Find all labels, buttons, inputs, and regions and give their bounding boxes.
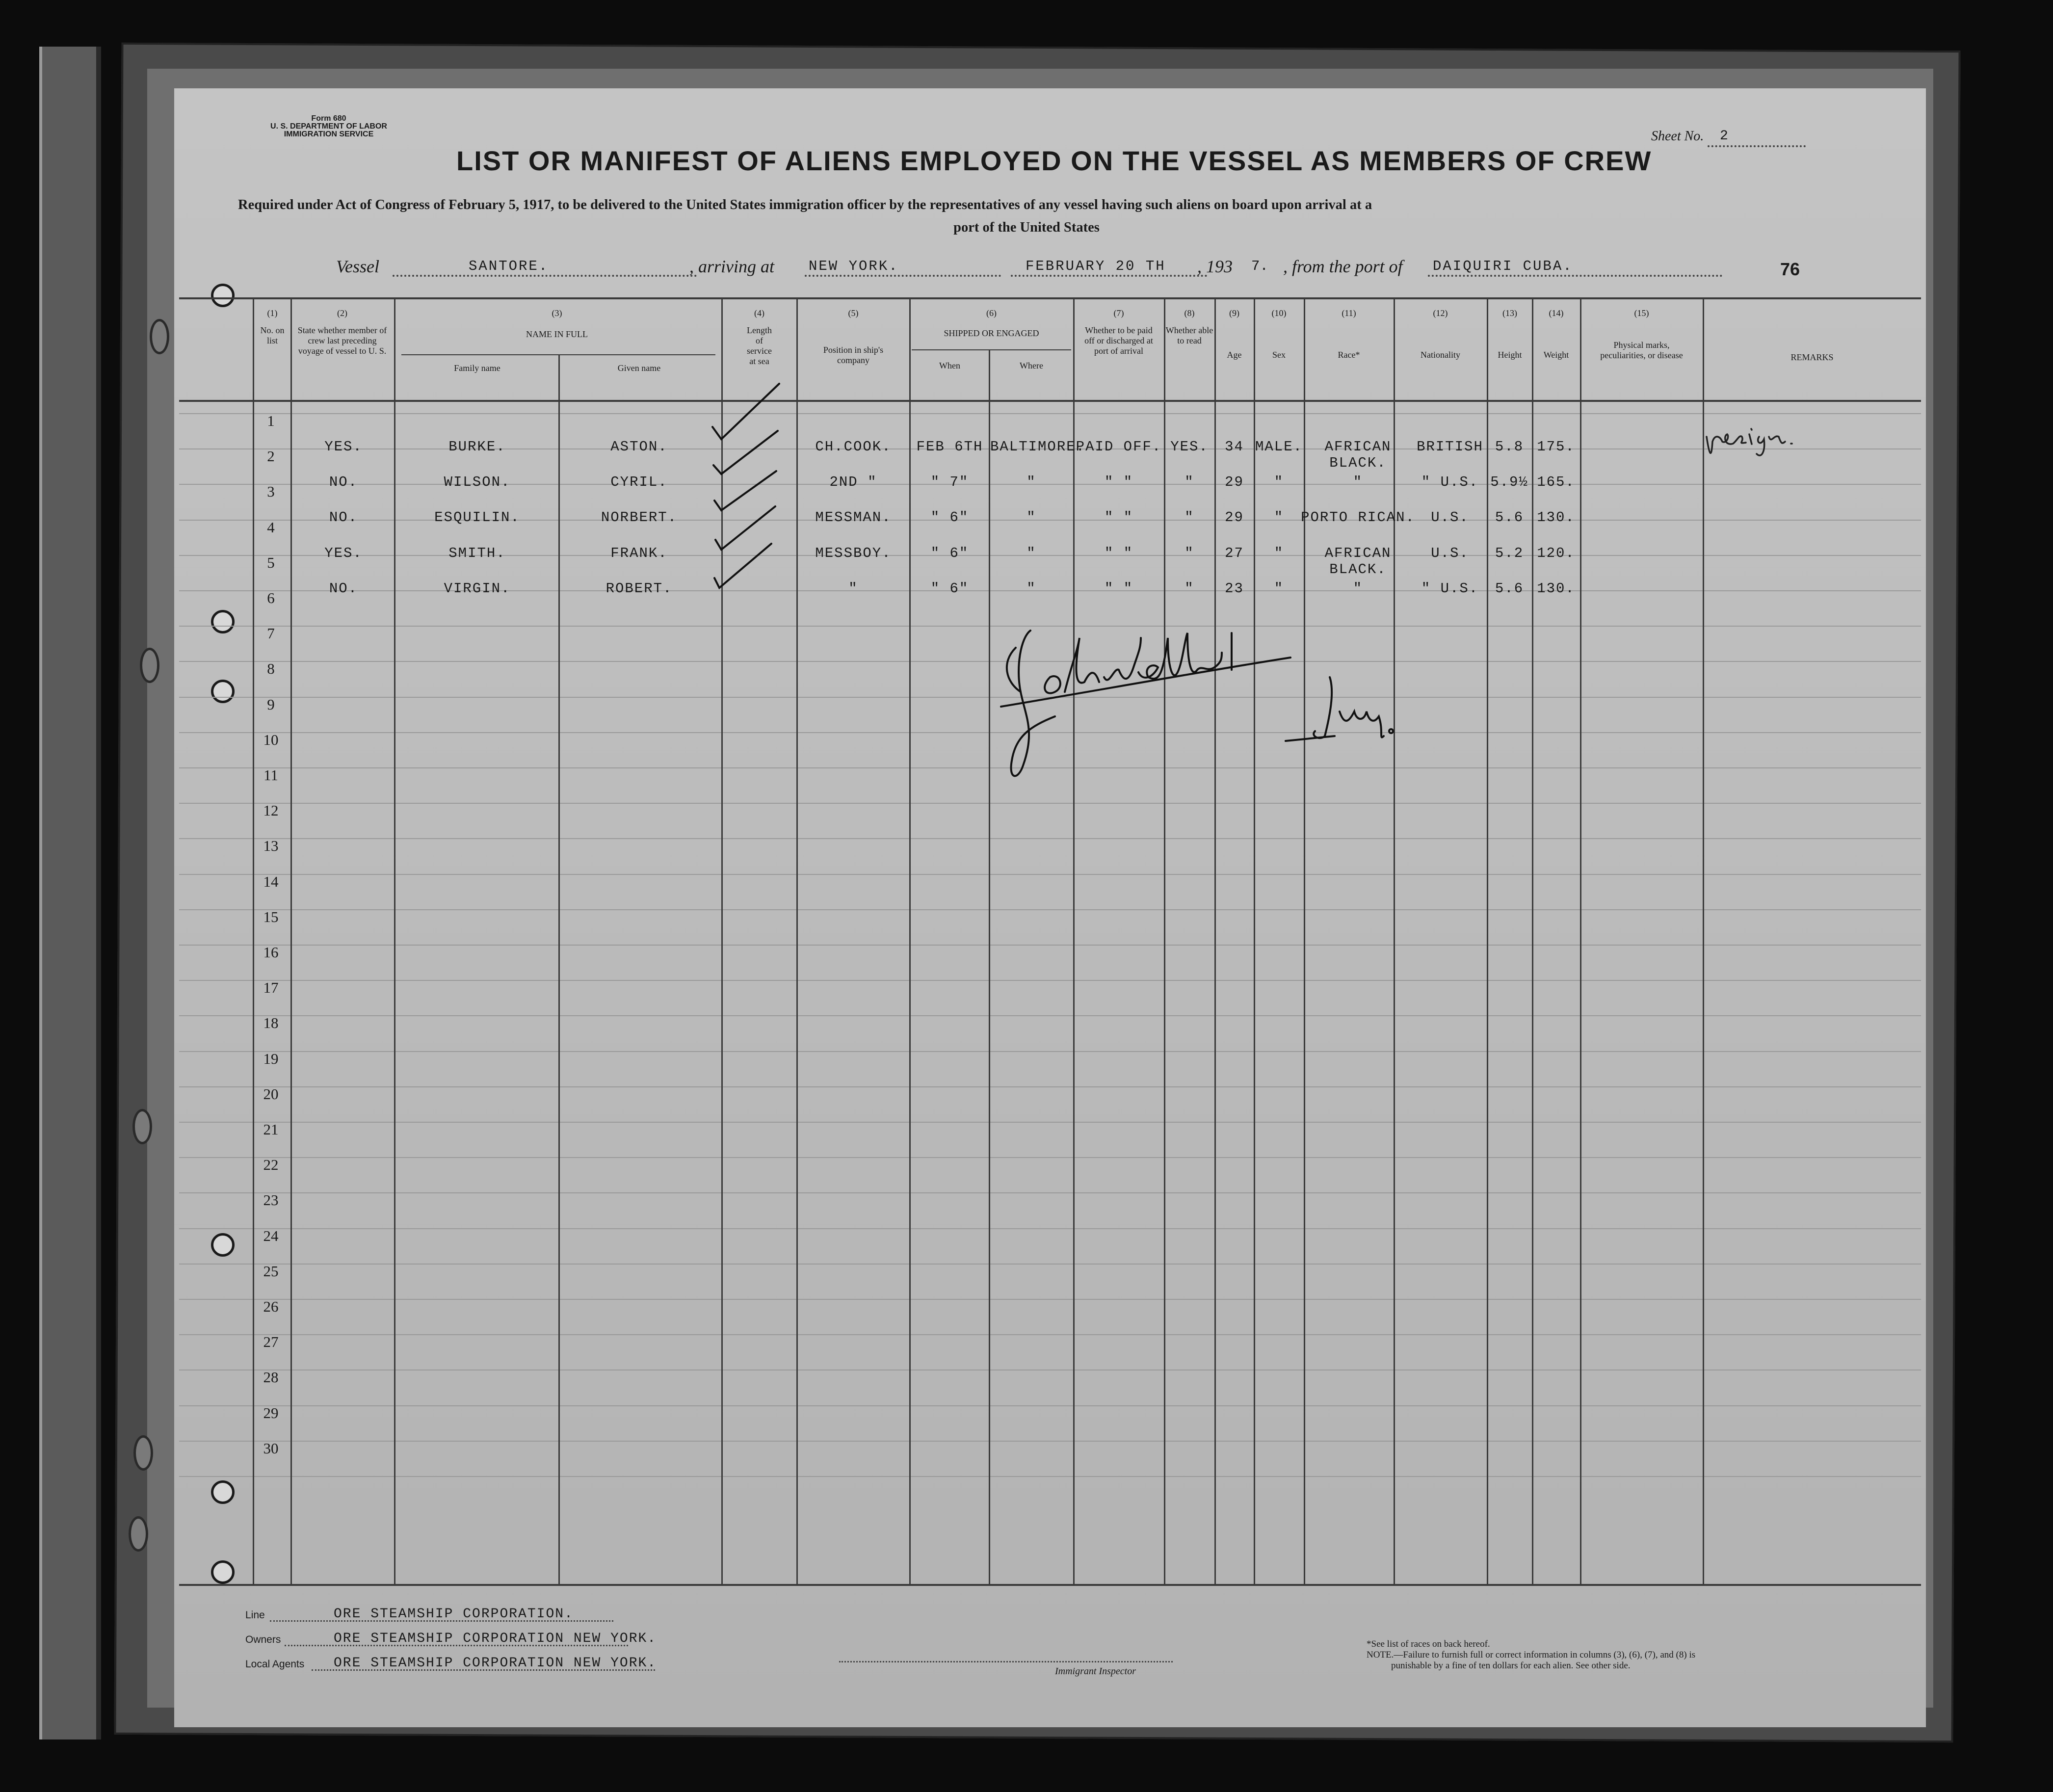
row-number: 17 — [263, 979, 279, 997]
row-number: 25 — [263, 1262, 279, 1280]
crew-sex: " — [1274, 509, 1284, 526]
year-prefix: , 193 — [1197, 257, 1233, 276]
col-number-5: (5) — [848, 308, 859, 318]
subtitle-line-2: port of the United States — [953, 220, 1100, 235]
crew-weight: 130. — [1537, 580, 1575, 597]
row-number: 8 — [267, 660, 275, 678]
row-rule — [179, 1228, 1921, 1229]
crew-paid-off: PAID OFF. — [1076, 439, 1162, 455]
row-number: 14 — [263, 872, 279, 890]
remarks-handwriting — [1703, 422, 1820, 461]
col-label-1: No. on list — [260, 325, 285, 345]
row-number: 10 — [263, 731, 279, 748]
checkmark-icon — [715, 506, 775, 550]
col-divider — [989, 349, 990, 1584]
crew-height: 5.6 — [1495, 580, 1524, 597]
crew-race: AFRICAN BLACK. — [1324, 545, 1392, 578]
col-label-7: Whether to be paid off or discharged at port of arrival — [1084, 325, 1153, 356]
row-rule — [179, 838, 1921, 839]
col-label-5: Position in ship's company — [823, 345, 884, 365]
col-divider — [796, 298, 798, 1584]
footnote-penalty-2: punishable by a fine of ten dollars for each alien. See other side. — [1391, 1660, 1631, 1671]
crew-nationality: U.S. — [1431, 509, 1469, 526]
table-top-border — [179, 297, 1921, 299]
punch-hole-icon — [211, 680, 235, 703]
col-number-15: (15) — [1634, 308, 1649, 318]
owners-value: ORE STEAMSHIP CORPORATION NEW YORK. — [334, 1631, 657, 1646]
crew-sex: " — [1274, 545, 1284, 561]
crew-shipped-when: " 6" — [930, 509, 969, 526]
punch-hole-icon — [211, 1233, 235, 1257]
col-divider — [1214, 298, 1216, 1584]
col-label-14: Weight — [1543, 350, 1569, 360]
row-rule — [179, 803, 1921, 804]
punch-hole-icon — [211, 284, 235, 307]
row-number: 2 — [267, 448, 275, 465]
crew-shipped-where: " — [1026, 580, 1036, 597]
checkmark-icon — [714, 544, 771, 588]
col-header-nationality — [1395, 308, 1486, 360]
crew-family-name: VIRGIN. — [444, 580, 511, 597]
binder-ring-icon — [150, 319, 169, 354]
row-number: 20 — [263, 1085, 279, 1103]
row-rule — [179, 1157, 1921, 1158]
col-number-10: (10) — [1271, 308, 1287, 318]
col-header-where: Where — [1020, 361, 1043, 370]
binder-ring-icon — [129, 1516, 148, 1552]
row-rule — [179, 909, 1921, 910]
row-rule — [179, 1476, 1921, 1477]
binder-ring-icon — [132, 1109, 152, 1144]
row-number: 30 — [263, 1439, 279, 1457]
row-rule — [179, 1192, 1921, 1193]
owners-label: Owners — [245, 1634, 281, 1645]
crew-paid-off: " " — [1104, 545, 1133, 561]
col-divider — [1304, 298, 1305, 1584]
crew-sex: MALE. — [1255, 439, 1303, 455]
row-number: 9 — [267, 695, 275, 713]
col-divider — [394, 298, 395, 1584]
col-header-family-name: Family name — [454, 363, 500, 373]
crew-age: 29 — [1225, 509, 1244, 526]
crew-shipped-when: " 6" — [930, 545, 969, 561]
page-stamp: 76 — [1780, 259, 1800, 279]
binder-ring-icon — [133, 1435, 153, 1471]
col-divider — [1580, 298, 1581, 1584]
shipped-subheader-rule — [912, 349, 1071, 350]
row-rule — [179, 1264, 1921, 1265]
crew-shipped-where: " — [1026, 509, 1036, 526]
col-header-previous-voyage — [297, 308, 388, 356]
crew-previous-voyage: NO. — [329, 509, 358, 526]
department-name: U. S. DEPARTMENT OF LABOR — [270, 122, 387, 131]
row-number: 29 — [263, 1404, 279, 1422]
row-rule — [179, 874, 1921, 875]
col-header-remarks: REMARKS — [1790, 352, 1834, 362]
form-info — [270, 115, 388, 138]
from-port: DAIQUIRI CUBA. — [1433, 258, 1573, 274]
col-number-2: (2) — [337, 308, 347, 318]
col-header-weight — [1533, 308, 1579, 360]
crew-paid-off: " " — [1104, 509, 1133, 526]
crew-position: 2ND " — [829, 474, 877, 491]
col-header-position — [799, 308, 908, 366]
punch-hole-icon — [211, 1480, 235, 1504]
crew-height: 5.8 — [1495, 439, 1524, 455]
crew-paid-off: " " — [1104, 474, 1133, 491]
crew-race: AFRICAN BLACK. — [1324, 439, 1392, 471]
punch-hole-icon — [211, 1560, 235, 1584]
row-number: 5 — [267, 553, 275, 571]
row-rule — [179, 1015, 1921, 1016]
binder-edge — [39, 47, 101, 1739]
arrival-port: NEW YORK. — [809, 258, 899, 274]
row-number: 21 — [263, 1121, 279, 1138]
inspector-signature — [991, 618, 1433, 790]
row-number: 27 — [263, 1333, 279, 1351]
row-number: 22 — [263, 1156, 279, 1174]
col-number-11: (11) — [1342, 308, 1356, 318]
crew-previous-voyage: NO. — [329, 474, 358, 491]
col-header-race — [1305, 308, 1393, 360]
row-rule — [179, 1086, 1921, 1087]
col-label-12: Nationality — [1421, 350, 1460, 360]
col-header-sex — [1255, 308, 1303, 360]
row-number: 24 — [263, 1227, 279, 1244]
col-number-6: (6) — [986, 308, 997, 318]
col-divider — [1487, 298, 1488, 1584]
inspector-signature-line — [839, 1661, 1173, 1662]
row-rule — [179, 980, 1921, 981]
arrival-port-line — [805, 275, 1001, 277]
row-number: 3 — [267, 483, 275, 501]
inspector-label: Immigrant Inspector — [1055, 1666, 1136, 1677]
sheet-number-line — [1708, 145, 1806, 147]
crew-shipped-when: " 7" — [930, 474, 969, 491]
crew-nationality: " U.S. — [1421, 580, 1479, 597]
col-divider — [1703, 298, 1704, 1584]
crew-previous-voyage: YES. — [324, 439, 363, 455]
row-number: 6 — [267, 589, 275, 606]
crew-family-name: WILSON. — [444, 474, 511, 491]
col-number-4: (4) — [754, 308, 764, 318]
crew-shipped-when: " 6" — [930, 580, 969, 597]
crew-able-to-read: " — [1184, 545, 1194, 561]
col-number-13: (13) — [1502, 308, 1517, 318]
from-port-line — [1428, 275, 1722, 277]
row-number: 7 — [267, 625, 275, 642]
punch-hole-icon — [211, 610, 235, 633]
crew-height: 5.6 — [1495, 509, 1524, 526]
arrival-date-line — [1011, 275, 1207, 277]
col-label-13: Height — [1498, 350, 1522, 360]
crew-sex: " — [1274, 474, 1284, 491]
col-header-name — [397, 308, 716, 340]
col-divider — [1394, 298, 1395, 1584]
row-rule — [179, 413, 1921, 414]
footnote-penalty-1: NOTE.—Failure to furnish full or correct information in columns (3), (6), (7), and (8) is — [1367, 1650, 1696, 1660]
crew-able-to-read: " — [1184, 580, 1194, 597]
col-header-when: When — [939, 361, 960, 370]
crew-position: " — [848, 580, 858, 597]
crew-given-name: ASTON. — [610, 439, 668, 455]
crew-race: PORTO RICAN. — [1301, 509, 1415, 526]
row-number: 15 — [263, 908, 279, 925]
row-number: 16 — [263, 944, 279, 961]
vessel-line — [393, 275, 697, 277]
col-header-shipped — [912, 308, 1071, 339]
crew-weight: 175. — [1537, 439, 1575, 455]
arriving-label: , arriving at — [689, 257, 775, 276]
service-name: IMMIGRATION SERVICE — [284, 130, 374, 138]
crew-age: 29 — [1225, 474, 1244, 491]
row-rule — [179, 1441, 1921, 1442]
col-header-paid-off — [1075, 308, 1163, 356]
row-rule — [179, 1122, 1921, 1123]
page-title: LIST OR MANIFEST OF ALIENS EMPLOYED ON THE VESSEL AS MEMBERS OF CREW — [456, 145, 1652, 176]
col-divider — [1532, 298, 1533, 1584]
crew-paid-off: " " — [1104, 580, 1133, 597]
row-number: 4 — [267, 518, 275, 536]
col-label-9: Age — [1227, 350, 1242, 360]
col-header-given-name: Given name — [617, 363, 661, 373]
row-number: 11 — [263, 766, 278, 784]
crew-able-to-read: " — [1184, 509, 1194, 526]
crew-weight: 165. — [1537, 474, 1575, 491]
crew-position: MESSBOY. — [815, 545, 892, 561]
row-number: 13 — [263, 837, 279, 855]
crew-given-name: NORBERT. — [601, 509, 678, 526]
col-header-number — [255, 308, 290, 346]
crew-nationality: U.S. — [1431, 545, 1469, 561]
col-divider — [290, 298, 292, 1584]
line-value: ORE STEAMSHIP CORPORATION. — [334, 1607, 574, 1622]
col-divider — [1164, 298, 1165, 1584]
crew-able-to-read: YES. — [1170, 439, 1209, 455]
col-header-service-length — [724, 308, 795, 367]
col-number-12: (12) — [1433, 308, 1448, 318]
row-number: 23 — [263, 1191, 279, 1209]
crew-age: 34 — [1225, 439, 1244, 455]
col-header-read — [1165, 308, 1213, 346]
table-bottom-border — [179, 1584, 1921, 1586]
crew-weight: 120. — [1537, 545, 1575, 561]
crew-given-name: ROBERT. — [605, 580, 673, 597]
col-number-9: (9) — [1229, 308, 1239, 318]
col-divider — [1073, 298, 1075, 1584]
checkmark-icon — [712, 384, 779, 439]
crew-shipped-when: FEB 6TH — [916, 439, 983, 455]
col-header-age — [1216, 308, 1253, 360]
form-number: Form 680 — [311, 114, 346, 123]
line-label: Line — [245, 1609, 265, 1621]
crew-height: 5.9½ — [1490, 474, 1528, 491]
sheet-label: Sheet No. — [1651, 129, 1704, 144]
subtitle-line-1: Required under Act of Congress of February 5, 1917, to be delivered to the United States immigration officer by the representatives of any vessel having such aliens on board upon arrival at a — [238, 197, 1372, 212]
crew-previous-voyage: NO. — [329, 580, 358, 597]
arrival-date: FEBRUARY 20 TH — [1026, 258, 1166, 274]
col-divider — [253, 298, 254, 1584]
col-label-4: Length of service at sea — [747, 325, 772, 366]
agents-label: Local Agents — [245, 1659, 305, 1670]
crew-height: 5.2 — [1495, 545, 1524, 561]
agents-value: ORE STEAMSHIP CORPORATION NEW YORK. — [334, 1656, 657, 1671]
row-number: 19 — [263, 1050, 279, 1067]
vessel-label: Vessel — [336, 257, 379, 276]
crew-position: MESSMAN. — [815, 509, 892, 526]
col-label-3: NAME IN FULL — [526, 329, 588, 339]
service-checkmarks — [707, 378, 795, 604]
crew-race: " — [1353, 474, 1363, 491]
row-rule — [179, 1334, 1921, 1335]
col-number-14: (14) — [1549, 308, 1564, 318]
col-label-2: State whether member of crew last preceding voyage of vessel to U. S. — [297, 325, 387, 356]
crew-given-name: CYRIL. — [610, 474, 668, 491]
crew-shipped-where: " — [1026, 545, 1036, 561]
crew-given-name: FRANK. — [610, 545, 668, 561]
col-divider — [1254, 298, 1255, 1584]
crew-weight: 130. — [1537, 509, 1575, 526]
col-number-8: (8) — [1184, 308, 1195, 318]
row-rule — [179, 1299, 1921, 1300]
header-bottom-border — [179, 400, 1921, 402]
crew-position: CH.COOK. — [815, 439, 892, 455]
row-number: 26 — [263, 1298, 279, 1315]
crew-family-name: SMITH. — [448, 545, 506, 561]
col-label-6: SHIPPED OR ENGAGED — [944, 328, 1039, 338]
year-suffix: 7. — [1251, 258, 1268, 274]
row-number: 1 — [267, 412, 275, 429]
crew-shipped-where: " — [1026, 474, 1036, 491]
row-rule — [179, 945, 1921, 946]
binder-ring-icon — [140, 648, 159, 683]
crew-sex: " — [1274, 580, 1284, 597]
col-label-15: Physical marks, peculiarities, or disease — [1600, 340, 1683, 360]
crew-nationality: BRITISH — [1417, 439, 1483, 455]
col-number-7: (7) — [1113, 308, 1124, 318]
crew-shipped-where: BALTIMORE. — [990, 439, 1086, 455]
row-rule — [179, 1051, 1921, 1052]
col-number-3: (3) — [552, 308, 562, 318]
col-label-11: Race* — [1338, 350, 1360, 360]
crew-family-name: BURKE. — [448, 439, 506, 455]
crew-family-name: ESQUILIN. — [434, 509, 520, 526]
col-number-1: (1) — [267, 308, 278, 318]
row-number: 28 — [263, 1369, 279, 1386]
from-label: , from the port of — [1283, 257, 1403, 276]
col-header-physical-marks — [1581, 308, 1702, 361]
footnote-races: *See list of races on back hereof. — [1367, 1639, 1490, 1649]
crew-previous-voyage: YES. — [324, 545, 363, 561]
checkmark-icon — [714, 471, 776, 510]
col-label-8: Whether able to read — [1165, 325, 1213, 345]
col-divider — [909, 298, 911, 1584]
crew-age: 23 — [1225, 580, 1244, 597]
sheet-number: 2 — [1720, 129, 1728, 144]
row-rule — [179, 1405, 1921, 1406]
row-number: 12 — [263, 802, 279, 819]
row-number: 18 — [263, 1014, 279, 1032]
col-label-10: Sex — [1272, 350, 1286, 360]
col-divider — [558, 354, 560, 1584]
crew-age: 27 — [1225, 545, 1244, 561]
crew-race: " — [1353, 580, 1363, 597]
crew-able-to-read: " — [1184, 474, 1194, 491]
vessel-name: SANTORE. — [469, 258, 549, 274]
crew-nationality: " U.S. — [1421, 474, 1479, 491]
col-header-height — [1488, 308, 1531, 360]
